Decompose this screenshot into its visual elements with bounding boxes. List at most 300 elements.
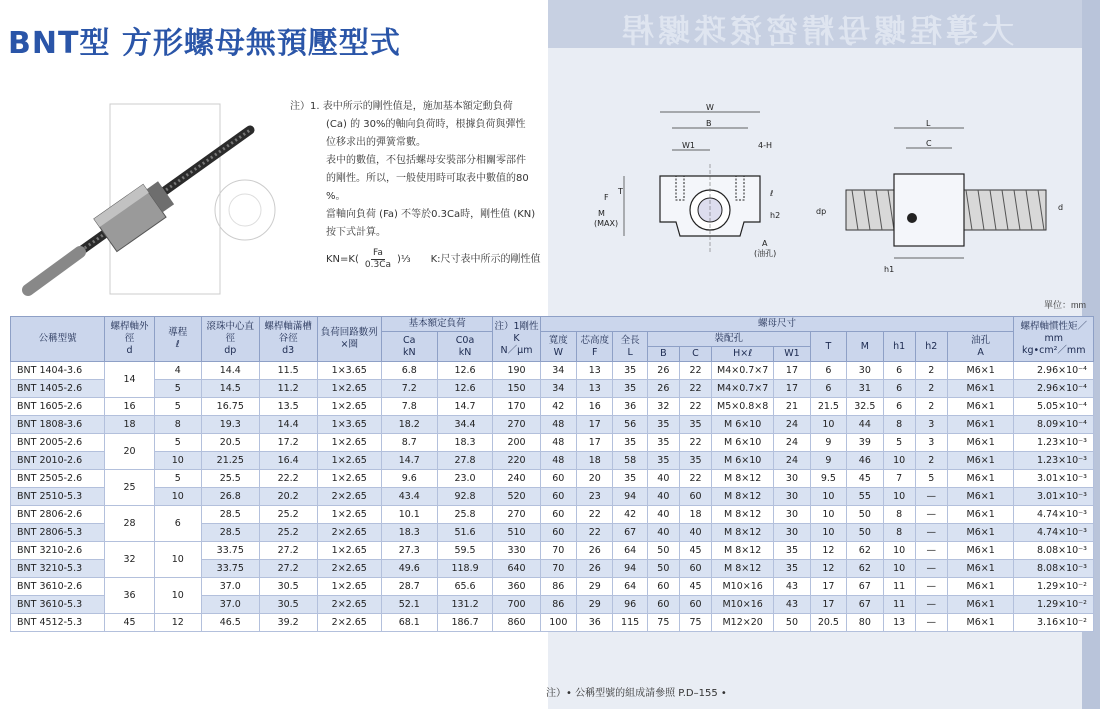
- cell-circuits: 2×2.65: [317, 488, 381, 506]
- cell-h2: 5: [915, 470, 947, 488]
- cell-lead: 5: [154, 380, 201, 398]
- cell-ca: 18.2: [381, 416, 437, 434]
- header-text: L: [627, 346, 633, 358]
- cell-inertia: 2.96×10⁻⁴: [1014, 362, 1094, 380]
- cell-model: BNT 2505-2.6: [11, 470, 105, 488]
- cell-oil-hole: M6×1: [947, 524, 1014, 542]
- cell-h1: 6: [883, 380, 915, 398]
- cell-l: 58: [613, 452, 647, 470]
- cell-d3: 17.2: [259, 434, 317, 452]
- cell-dp: 28.5: [201, 524, 259, 542]
- cell-inertia: 1.23×10⁻³: [1014, 434, 1094, 452]
- cell-circuits: 1×2.65: [317, 506, 381, 524]
- cell-l: 115: [613, 614, 647, 632]
- cell-d: 14: [105, 362, 154, 398]
- cell-f: 29: [577, 596, 613, 614]
- dim-label: ℓ: [770, 189, 774, 198]
- table-row: [11, 470, 1094, 488]
- cell-m: 31: [847, 380, 883, 398]
- cell-l: 56: [613, 416, 647, 434]
- cell-hxl: M 8×12: [712, 524, 774, 542]
- col-b: B: [647, 347, 679, 362]
- cell-dp: 25.5: [201, 470, 259, 488]
- cell-h2: —: [915, 524, 947, 542]
- col-rigidity: [493, 317, 540, 362]
- footnote: 注）• 公稱型號的組成請參照 P.D–155 •: [546, 688, 727, 699]
- col-circuits: 負荷回路數列×圈: [317, 317, 381, 362]
- header-text: 螺桿軸慣性矩／mm: [1020, 321, 1087, 344]
- cell-h2: —: [915, 506, 947, 524]
- cell-m: 55: [847, 488, 883, 506]
- cell-f: 22: [577, 524, 613, 542]
- dim-label: F: [604, 193, 609, 202]
- cell-h1: 5: [883, 434, 915, 452]
- cell-inertia: 5.05×10⁻⁴: [1014, 398, 1094, 416]
- formula-fraction: [365, 248, 391, 271]
- cell-k: 220: [493, 452, 540, 470]
- cell-w1: 43: [774, 578, 810, 596]
- col-pcd: [201, 317, 259, 362]
- cell-d3: 16.4: [259, 452, 317, 470]
- cell-dp: 20.5: [201, 434, 259, 452]
- cell-k: 270: [493, 506, 540, 524]
- cell-circuits: 1×2.65: [317, 398, 381, 416]
- header-text: kN: [402, 346, 416, 358]
- cell-circuits: 1×2.65: [317, 452, 381, 470]
- cell-l: 94: [613, 488, 647, 506]
- cell-k: 520: [493, 488, 540, 506]
- cell-m: 50: [847, 506, 883, 524]
- cell-l: 35: [613, 380, 647, 398]
- cell-h1: 11: [883, 578, 915, 596]
- cell-oil-hole: M6×1: [947, 452, 1014, 470]
- cell-coa: 131.2: [437, 596, 493, 614]
- cell-f: 13: [577, 362, 613, 380]
- cell-b: 26: [647, 362, 679, 380]
- cell-oil-hole: M6×1: [947, 398, 1014, 416]
- cell-b: 50: [647, 542, 679, 560]
- cell-coa: 65.6: [437, 578, 493, 596]
- cell-lead: 10: [154, 452, 201, 470]
- cell-model: BNT 3610-5.3: [11, 596, 105, 614]
- cell-d: 20: [105, 434, 154, 470]
- note-line: 表中的數值，不包括螺母安裝部分相關零部件: [326, 155, 526, 166]
- header-text: C0a: [455, 334, 475, 346]
- cell-c: 22: [679, 380, 711, 398]
- cell-d3: 30.5: [259, 596, 317, 614]
- cell-t: 9: [810, 452, 846, 470]
- cell-model: BNT 2806-2.6: [11, 506, 105, 524]
- ball-screw-photo: [10, 100, 280, 305]
- col-oil-hole: [947, 332, 1014, 362]
- cell-m: 62: [847, 542, 883, 560]
- cell-c: 35: [679, 416, 711, 434]
- col-h1: h1: [883, 332, 915, 362]
- cell-h2: —: [915, 560, 947, 578]
- col-mount-holes: 裝配孔: [647, 332, 810, 347]
- cell-t: 6: [810, 380, 846, 398]
- header-text: W: [553, 346, 564, 358]
- cell-dp: 37.0: [201, 578, 259, 596]
- cell-t: 10: [810, 416, 846, 434]
- cell-w: 34: [540, 362, 576, 380]
- cell-w1: 24: [774, 452, 810, 470]
- dim-label: d: [1058, 203, 1064, 212]
- note-line: 當軸向負荷 (Fa) 不等於0.3Ca時，剛性值 (KN): [326, 209, 536, 220]
- cell-oil-hole: M6×1: [947, 596, 1014, 614]
- cell-ca: 6.8: [381, 362, 437, 380]
- cell-oil-hole: M6×1: [947, 488, 1014, 506]
- cell-inertia: 1.23×10⁻³: [1014, 452, 1094, 470]
- cell-k: 170: [493, 398, 540, 416]
- dim-label: (油孔): [754, 249, 777, 258]
- cell-circuits: 2×2.65: [317, 614, 381, 632]
- cell-h2: 2: [915, 398, 947, 416]
- cell-hxl: M 8×12: [712, 488, 774, 506]
- header-text: N／μm: [500, 345, 533, 356]
- cell-ca: 7.8: [381, 398, 437, 416]
- cell-h2: —: [915, 488, 947, 506]
- cell-d3: 11.5: [259, 362, 317, 380]
- cell-d: 18: [105, 416, 154, 434]
- table-row: [11, 614, 1094, 632]
- cell-lead: 6: [154, 506, 201, 542]
- cell-c: 22: [679, 470, 711, 488]
- cell-c: 60: [679, 596, 711, 614]
- table-row: [11, 506, 1094, 524]
- cell-coa: 92.8: [437, 488, 493, 506]
- cell-d3: 27.2: [259, 542, 317, 560]
- cell-lead: 5: [154, 470, 201, 488]
- table-row: [11, 578, 1094, 596]
- cell-circuits: 1×2.65: [317, 470, 381, 488]
- cell-t: 17: [810, 596, 846, 614]
- cell-f: 17: [577, 434, 613, 452]
- dim-label: dp: [816, 207, 827, 216]
- note-line: (Ca) 的 30%的軸向負荷時，根據負荷與彈性: [326, 119, 526, 130]
- cell-f: 17: [577, 416, 613, 434]
- right-header-title: 大導程螺母精密滾珠螺桿: [618, 12, 1015, 50]
- col-t: T: [810, 332, 846, 362]
- cell-w1: 17: [774, 380, 810, 398]
- cell-m: 62: [847, 560, 883, 578]
- cell-coa: 59.5: [437, 542, 493, 560]
- cell-model: BNT 4512-5.3: [11, 614, 105, 632]
- cell-ca: 27.3: [381, 542, 437, 560]
- cell-inertia: 8.09×10⁻⁴: [1014, 416, 1094, 434]
- cell-b: 75: [647, 614, 679, 632]
- cell-dp: 46.5: [201, 614, 259, 632]
- cell-d3: 25.2: [259, 524, 317, 542]
- cell-h1: 13: [883, 614, 915, 632]
- cell-k: 860: [493, 614, 540, 632]
- cell-w1: 35: [774, 542, 810, 560]
- header-text: d3: [282, 345, 295, 356]
- table-row: [11, 488, 1094, 506]
- col-model: 公稱型號: [11, 317, 105, 362]
- cell-k: 270: [493, 416, 540, 434]
- cell-w: 60: [540, 524, 576, 542]
- cell-b: 26: [647, 380, 679, 398]
- cell-model: BNT 1808-3.6: [11, 416, 105, 434]
- dim-label: A: [762, 239, 768, 248]
- note-line: 注）1. 表中所示的剛性值是，施加基本額定動負荷: [290, 101, 513, 112]
- cell-w1: 30: [774, 488, 810, 506]
- cell-b: 60: [647, 596, 679, 614]
- cell-d3: 20.2: [259, 488, 317, 506]
- cell-dp: 21.25: [201, 452, 259, 470]
- cell-m: 30: [847, 362, 883, 380]
- cell-hxl: M 8×12: [712, 506, 774, 524]
- cell-ca: 18.3: [381, 524, 437, 542]
- header-text: 滾珠中心直徑: [206, 321, 255, 344]
- cell-circuits: 1×2.65: [317, 578, 381, 596]
- header-text: d: [126, 345, 133, 356]
- cell-w: 86: [540, 578, 576, 596]
- cell-circuits: 2×2.65: [317, 560, 381, 578]
- cell-inertia: 4.74×10⁻³: [1014, 524, 1094, 542]
- header-text: 注）1剛性: [494, 321, 539, 332]
- cell-inertia: 4.74×10⁻³: [1014, 506, 1094, 524]
- cell-ca: 28.7: [381, 578, 437, 596]
- cell-w1: 30: [774, 524, 810, 542]
- cell-oil-hole: M6×1: [947, 578, 1014, 596]
- cell-h2: 2: [915, 452, 947, 470]
- cell-b: 40: [647, 506, 679, 524]
- cell-inertia: 3.01×10⁻³: [1014, 470, 1094, 488]
- cell-lead: 12: [154, 614, 201, 632]
- cell-l: 64: [613, 542, 647, 560]
- cell-m: 80: [847, 614, 883, 632]
- cell-coa: 12.6: [437, 380, 493, 398]
- cell-d3: 11.2: [259, 380, 317, 398]
- cell-c: 75: [679, 614, 711, 632]
- cell-b: 40: [647, 488, 679, 506]
- header-text: dp: [224, 345, 237, 356]
- cell-oil-hole: M6×1: [947, 416, 1014, 434]
- cell-w: 42: [540, 398, 576, 416]
- cell-c: 45: [679, 542, 711, 560]
- cell-ca: 49.6: [381, 560, 437, 578]
- cell-w1: 43: [774, 596, 810, 614]
- cell-m: 44: [847, 416, 883, 434]
- cell-model: BNT 2010-2.6: [11, 452, 105, 470]
- table-row: [11, 362, 1094, 380]
- cell-l: 35: [613, 434, 647, 452]
- dim-label: (MAX): [594, 219, 619, 228]
- dim-label: M: [598, 209, 605, 218]
- cell-model: BNT 3210-2.6: [11, 542, 105, 560]
- cell-m: 45: [847, 470, 883, 488]
- header-text: F: [592, 346, 598, 358]
- cell-coa: 23.0: [437, 470, 493, 488]
- cell-dp: 26.8: [201, 488, 259, 506]
- cell-m: 39: [847, 434, 883, 452]
- table-row: [11, 380, 1094, 398]
- cell-w1: 24: [774, 416, 810, 434]
- dim-label: T: [618, 187, 623, 196]
- cell-circuits: 1×3.65: [317, 362, 381, 380]
- cell-oil-hole: M6×1: [947, 542, 1014, 560]
- cell-model: BNT 3610-2.6: [11, 578, 105, 596]
- cell-h1: 10: [883, 560, 915, 578]
- cell-b: 50: [647, 560, 679, 578]
- cell-oil-hole: M6×1: [947, 560, 1014, 578]
- dim-label: C: [926, 139, 932, 148]
- cell-f: 20: [577, 470, 613, 488]
- cell-h1: 10: [883, 488, 915, 506]
- formula-denominator: 0.3Ca: [364, 260, 392, 270]
- cell-b: 32: [647, 398, 679, 416]
- header-text: 芯高度: [580, 334, 609, 346]
- header-text: 油孔: [971, 334, 991, 346]
- cell-h2: —: [915, 578, 947, 596]
- cell-model: BNT 1405-2.6: [11, 380, 105, 398]
- col-inertia: [1014, 317, 1094, 362]
- nut-side-view-drawing: [812, 118, 1080, 288]
- cell-ca: 14.7: [381, 452, 437, 470]
- cell-h1: 8: [883, 506, 915, 524]
- cell-d3: 25.2: [259, 506, 317, 524]
- note-line: 位移求出的彈簧常數。: [326, 137, 426, 148]
- unit-label: 單位：mm: [1044, 300, 1086, 310]
- cell-d: 16: [105, 398, 154, 416]
- cell-l: 35: [613, 362, 647, 380]
- col-center-height: [577, 332, 613, 362]
- cell-f: 22: [577, 506, 613, 524]
- cell-lead: 10: [154, 488, 201, 506]
- cell-k: 510: [493, 524, 540, 542]
- cell-l: 42: [613, 506, 647, 524]
- cell-dp: 28.5: [201, 506, 259, 524]
- cell-w: 70: [540, 542, 576, 560]
- cell-h1: 11: [883, 596, 915, 614]
- cell-t: 17: [810, 578, 846, 596]
- col-ca: [381, 332, 437, 362]
- cell-t: 10: [810, 506, 846, 524]
- cell-hxl: M 8×12: [712, 470, 774, 488]
- cell-coa: 51.6: [437, 524, 493, 542]
- page-title: BNT型 方形螺母無預壓型式: [8, 26, 401, 61]
- cell-t: 9.5: [810, 470, 846, 488]
- cell-lead: 5: [154, 398, 201, 416]
- cell-t: 21.5: [810, 398, 846, 416]
- formula-lhs: KN=K(: [326, 253, 359, 265]
- cell-w: 48: [540, 416, 576, 434]
- cell-b: 35: [647, 452, 679, 470]
- cell-d: 32: [105, 542, 154, 578]
- cell-h1: 8: [883, 416, 915, 434]
- cell-model: BNT 2005-2.6: [11, 434, 105, 452]
- cell-ca: 10.1: [381, 506, 437, 524]
- cell-l: 94: [613, 560, 647, 578]
- cell-h1: 6: [883, 362, 915, 380]
- cell-h2: 2: [915, 362, 947, 380]
- cell-dp: 16.75: [201, 398, 259, 416]
- cell-k: 330: [493, 542, 540, 560]
- cell-k: 190: [493, 362, 540, 380]
- cell-model: BNT 1605-2.6: [11, 398, 105, 416]
- cell-inertia: 1.29×10⁻²: [1014, 596, 1094, 614]
- cell-h1: 6: [883, 398, 915, 416]
- cell-c: 22: [679, 362, 711, 380]
- note-line: 按下式計算。: [326, 227, 386, 238]
- cell-w: 48: [540, 452, 576, 470]
- table-row: [11, 452, 1094, 470]
- cell-k: 640: [493, 560, 540, 578]
- cell-inertia: 3.01×10⁻³: [1014, 488, 1094, 506]
- cell-ca: 8.7: [381, 434, 437, 452]
- cell-c: 18: [679, 506, 711, 524]
- cell-c: 35: [679, 452, 711, 470]
- cell-m: 67: [847, 596, 883, 614]
- col-nut-dims: 螺母尺寸: [540, 317, 1014, 332]
- cell-d3: 27.2: [259, 560, 317, 578]
- cell-hxl: M 8×12: [712, 560, 774, 578]
- cell-w: 60: [540, 488, 576, 506]
- dim-label: 4-H: [758, 141, 772, 150]
- cell-lead: 5: [154, 434, 201, 452]
- cell-c: 60: [679, 560, 711, 578]
- cell-k: 240: [493, 470, 540, 488]
- cell-h1: 8: [883, 524, 915, 542]
- cell-coa: 186.7: [437, 614, 493, 632]
- cell-coa: 118.9: [437, 560, 493, 578]
- cell-m: 67: [847, 578, 883, 596]
- cell-lead: 10: [154, 578, 201, 614]
- cell-c: 40: [679, 524, 711, 542]
- cell-k: 200: [493, 434, 540, 452]
- cell-c: 45: [679, 578, 711, 596]
- cell-t: 9: [810, 434, 846, 452]
- cell-d3: 30.5: [259, 578, 317, 596]
- cell-ca: 52.1: [381, 596, 437, 614]
- cell-hxl: M5×0.8×8: [712, 398, 774, 416]
- header-text: 全長: [620, 334, 640, 346]
- cell-d: 45: [105, 614, 154, 632]
- cell-h2: —: [915, 596, 947, 614]
- cell-c: 22: [679, 434, 711, 452]
- header-text: ℓ: [175, 339, 180, 350]
- cell-hxl: M4×0.7×7: [712, 380, 774, 398]
- dim-label: B: [706, 119, 712, 128]
- cell-w: 100: [540, 614, 576, 632]
- cell-f: 18: [577, 452, 613, 470]
- cell-t: 12: [810, 560, 846, 578]
- col-c: C: [679, 347, 711, 362]
- cell-l: 36: [613, 398, 647, 416]
- cell-hxl: M 8×12: [712, 542, 774, 560]
- cell-hxl: M4×0.7×7: [712, 362, 774, 380]
- col-length: [613, 332, 647, 362]
- cell-coa: 25.8: [437, 506, 493, 524]
- col-shaft-dia: [105, 317, 154, 362]
- note-line: %。: [326, 191, 346, 202]
- header-text: 螺桿軸外徑: [110, 321, 149, 344]
- cell-w1: 30: [774, 470, 810, 488]
- cell-oil-hole: M6×1: [947, 434, 1014, 452]
- table-row: [11, 398, 1094, 416]
- col-m: M: [847, 332, 883, 362]
- cell-h1: 7: [883, 470, 915, 488]
- cell-d3: 22.2: [259, 470, 317, 488]
- cell-inertia: 1.29×10⁻²: [1014, 578, 1094, 596]
- header-text: Ca: [403, 334, 416, 346]
- cell-k: 700: [493, 596, 540, 614]
- cell-m: 50: [847, 524, 883, 542]
- cell-b: 40: [647, 524, 679, 542]
- col-load-group: 基本額定負荷: [381, 317, 493, 332]
